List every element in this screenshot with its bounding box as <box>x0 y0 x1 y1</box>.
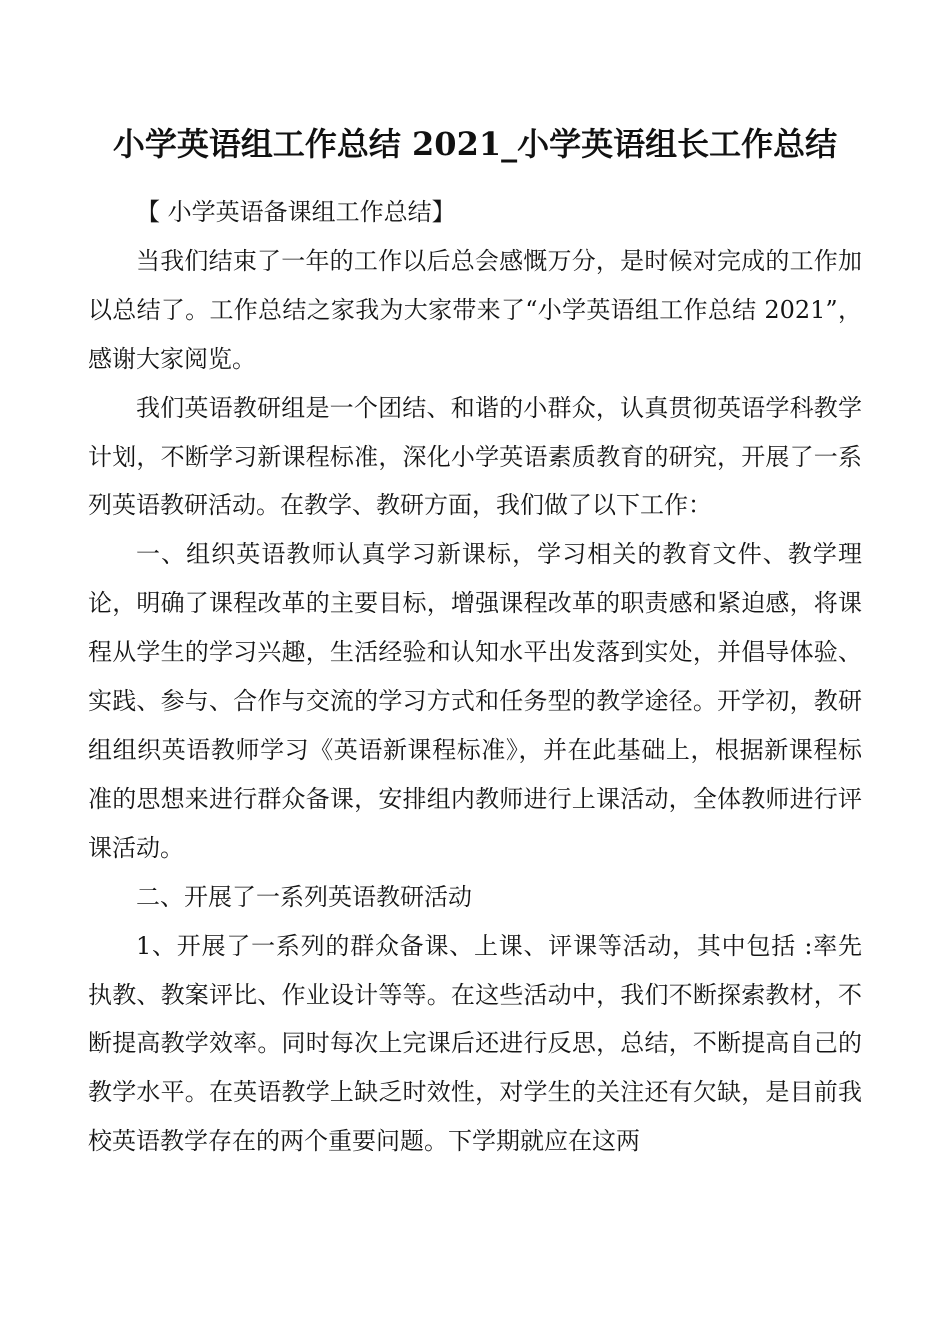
paragraph-item-one: 一、组织英语教师认真学习新课标，学习相关的教育文件、教学理论，明确了课程改革的主要目标，增强课程改革的职责感和紧迫感，将课程从学生的学习兴趣，生活经验和认知水平出发落到实处，并倡导体验、实践、参与、合作与交流的学习方式和任务型的教学途径。开学初，教研组组织英语教师学习《英语新课程标准》，并在此基础上，根据新课程标准的思想来进行群众备课，安排组内教师进行上课活动，全体教师进行评课活动。 <box>88 540 862 862</box>
paragraph-section-tag: 【 小学英语备课组工作总结】 <box>136 198 456 226</box>
paragraph-item-two-one: 1、开展了一系列的群众备课、上课、评课等活动，其中包括 :率先执教、教案评比、作业设计等等。在这些活动中，我们不断探索教材，不断提高教学效率。同时每次上完课后还进行反思，总结，不断提高自己的教学水平。在英语教学上缺乏时效性，对学生的关注还有欠缺，是目前我校英语教学存在的两个重要问题。下学期就应在这两 <box>88 931 862 1156</box>
paragraph-overview: 我们英语教研组是一个团结、和谐的小群众，认真贯彻英语学科教学计划，不断学习新课程标准，深化小学英语素质教育的研究，开展了一系列英语教研活动。在教学、教研方面，我们做了以下工作： <box>88 393 862 520</box>
document-body <box>88 188 862 1166</box>
paragraph-heading-two: 二、开展了一系列英语教研活动 <box>136 882 472 911</box>
document-title: 小学英语组工作总结 2021_小学英语组长工作总结 <box>112 125 838 163</box>
paragraph-intro: 当我们结束了一年的工作以后总会感慨万分，是时候对完成的工作加以总结了。工作总结之家我为大家带来了“小学英语组工作总结 2021”，感谢大家阅览。 <box>88 246 862 373</box>
